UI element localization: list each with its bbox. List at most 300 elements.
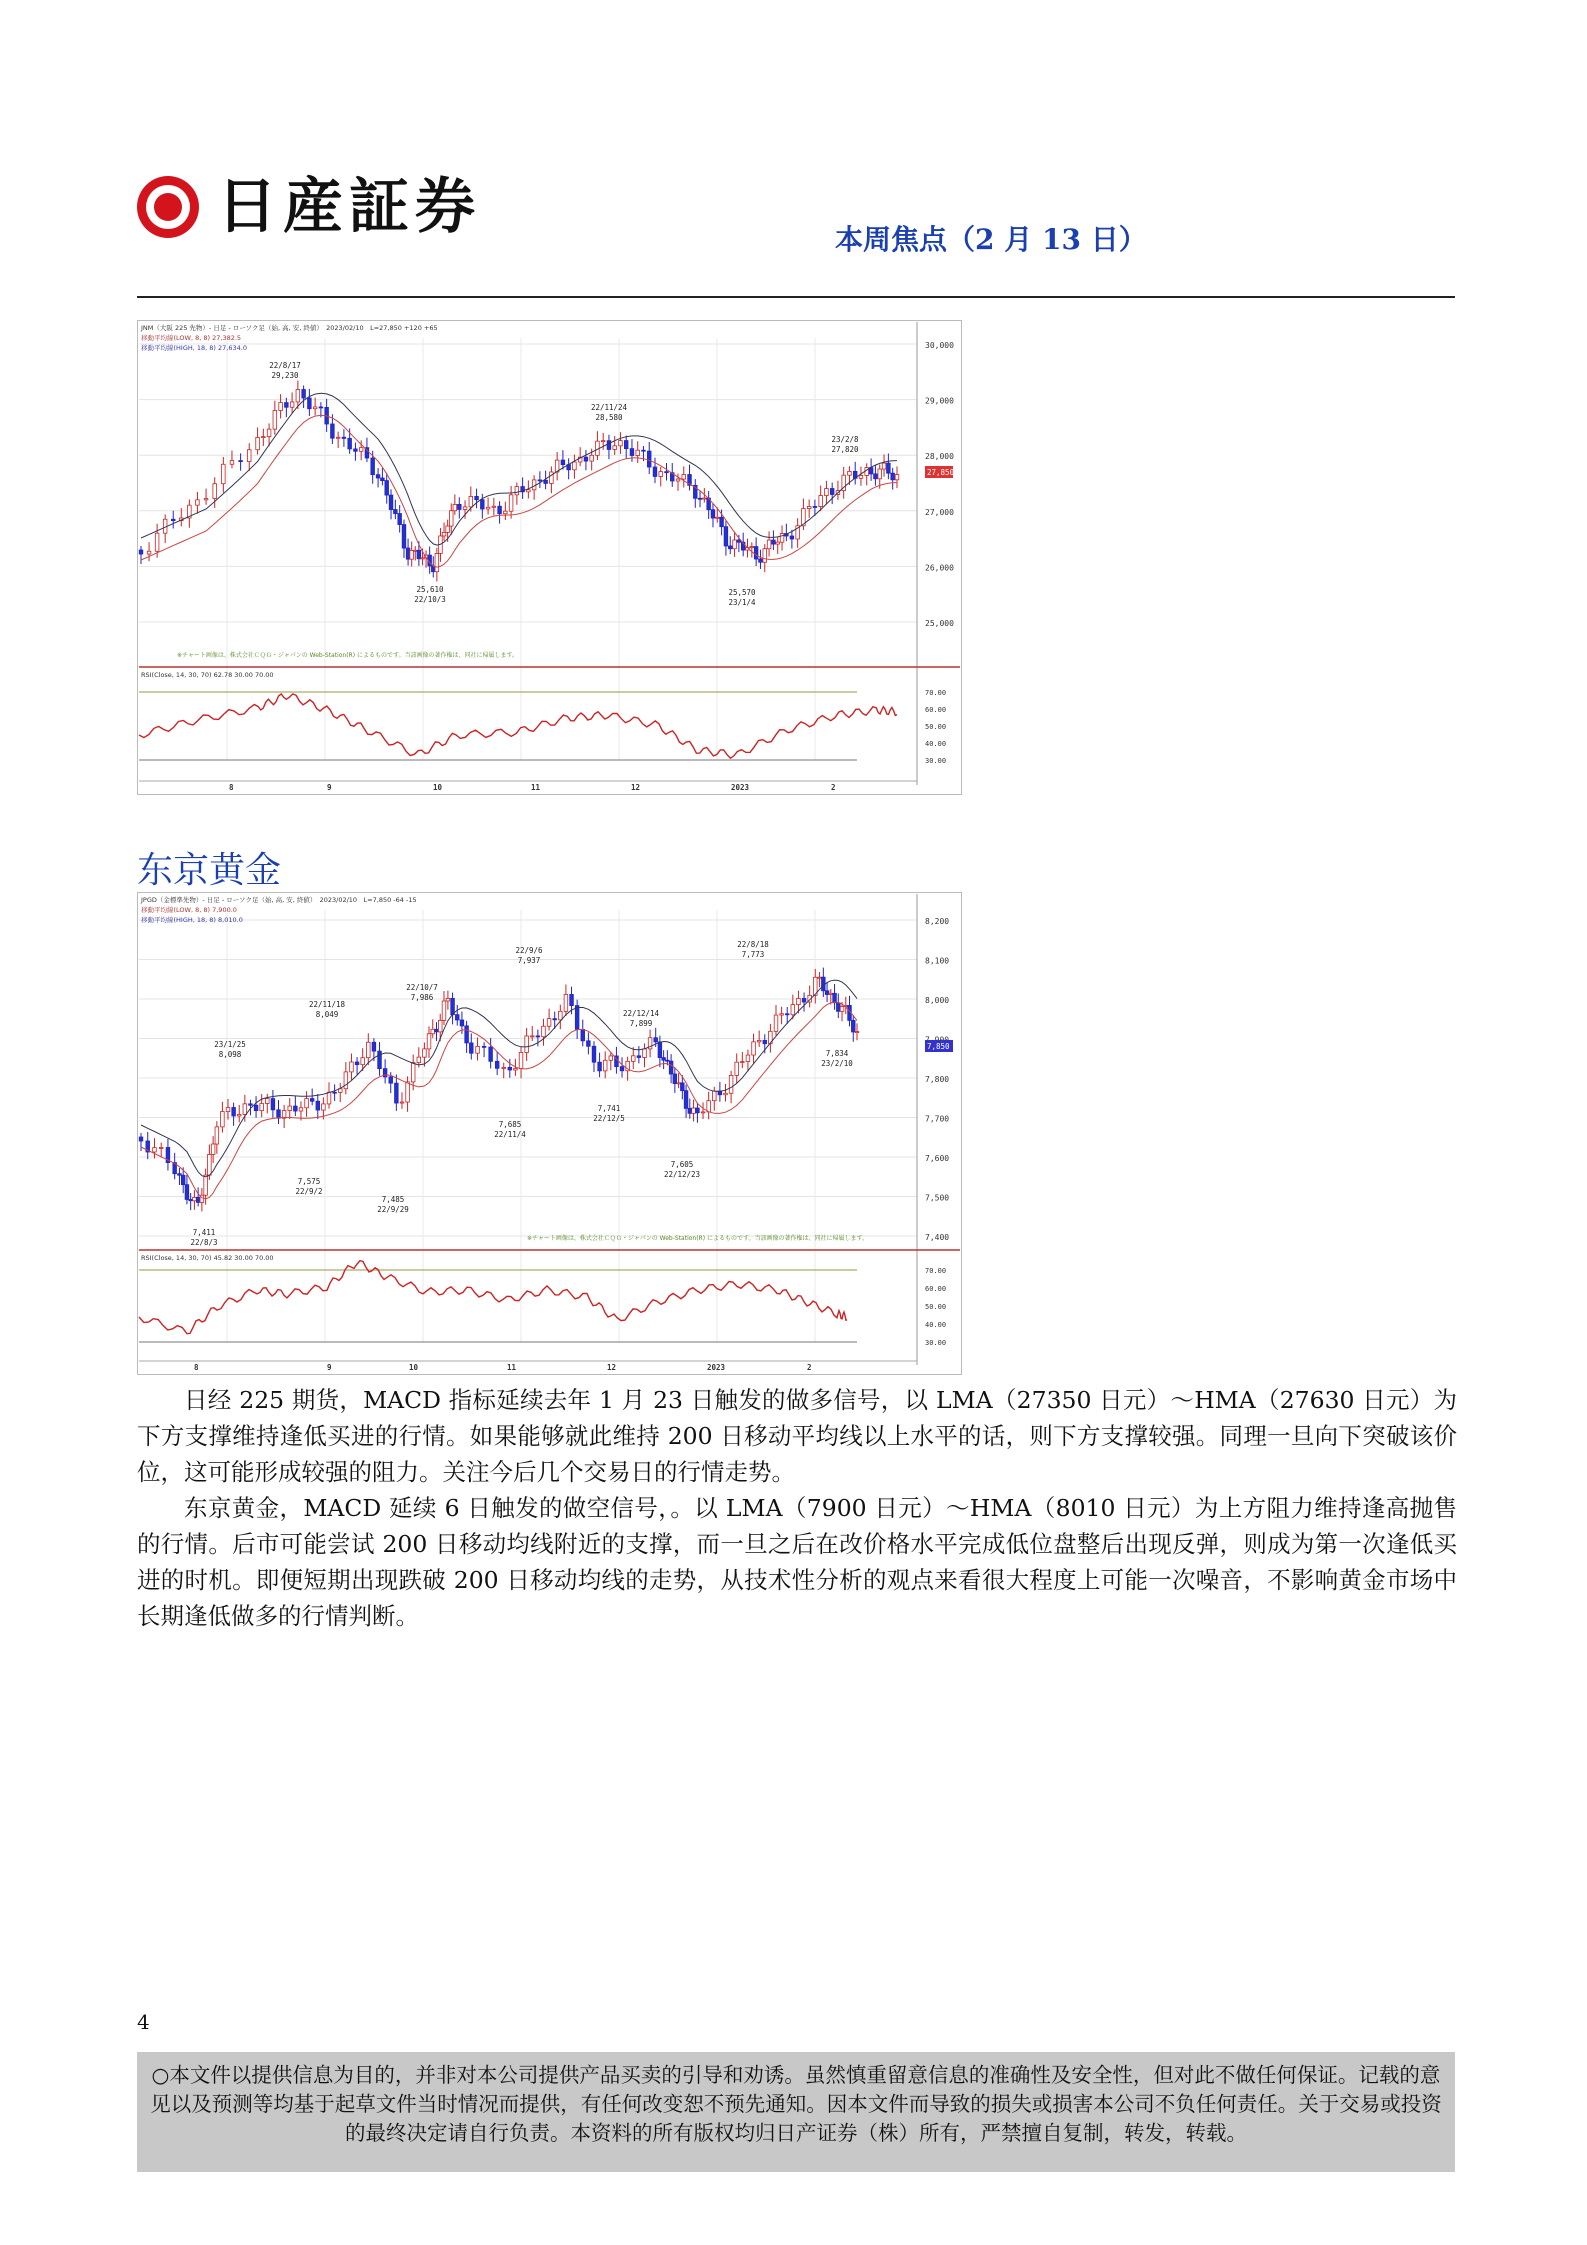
- rsi-tick-label: 50.00: [925, 1303, 947, 1311]
- candle-body: [313, 407, 317, 409]
- candle-body: [757, 1040, 761, 1041]
- candle-body: [774, 1015, 778, 1031]
- candle-body: [754, 547, 758, 559]
- price-tick-label: 28,000: [925, 452, 954, 462]
- rsi-tick-label: 70.00: [925, 689, 947, 697]
- candle-body: [413, 550, 417, 551]
- candle-body: [851, 1020, 855, 1032]
- candle-body: [378, 1051, 382, 1068]
- candle-body: [427, 1034, 431, 1049]
- candle-body: [620, 1067, 624, 1071]
- candle-body: [366, 1042, 370, 1057]
- candle-body: [887, 463, 891, 473]
- candle-body: [492, 506, 496, 507]
- price-tick-label: 7,400: [925, 1233, 950, 1242]
- candle-body: [759, 559, 763, 562]
- candle-body: [891, 473, 895, 480]
- candle-body: [682, 475, 686, 480]
- price-tick-label: 8,000: [925, 996, 950, 1005]
- candle-body: [609, 1056, 613, 1060]
- month-label: 2023: [707, 1363, 726, 1372]
- candle-body: [211, 1144, 215, 1154]
- month-label: 10: [433, 783, 443, 792]
- candle-body: [818, 977, 822, 978]
- candle-body: [544, 480, 548, 483]
- candle-body: [204, 1175, 208, 1195]
- candle-body: [547, 1019, 551, 1027]
- candle-body: [654, 1038, 658, 1042]
- candle-body: [728, 546, 732, 549]
- candle-body: [322, 1104, 326, 1110]
- candle-body: [698, 498, 702, 499]
- candle-body: [376, 475, 380, 478]
- candle-body: [465, 1026, 469, 1043]
- page-number: 4: [137, 2010, 150, 2034]
- candle-body: [417, 550, 421, 558]
- candle-body: [178, 1174, 182, 1176]
- annotation-date: 22/10/7: [406, 983, 438, 992]
- gold-chart: [137, 892, 962, 1375]
- candle-body: [643, 1049, 647, 1058]
- annotation-value: 7,773: [741, 950, 765, 959]
- candle-body: [271, 1099, 275, 1110]
- candle-body: [147, 551, 151, 554]
- candle-body: [692, 1108, 696, 1113]
- candle-body: [688, 1108, 692, 1113]
- price-tick-label: 7,700: [925, 1114, 950, 1124]
- annotation-date: 22/12/5: [593, 1114, 625, 1123]
- candle-body: [308, 398, 312, 409]
- candle-body: [395, 1083, 399, 1103]
- gold-candlestick-chart: [137, 892, 962, 1375]
- candle-body: [294, 1106, 298, 1111]
- candle-body: [463, 507, 467, 510]
- candle-body: [193, 1197, 197, 1200]
- candle-body: [780, 1014, 784, 1015]
- candle-body: [662, 1058, 666, 1061]
- candle-body: [486, 507, 490, 509]
- candle-body: [772, 540, 776, 544]
- candle-body: [431, 1029, 435, 1033]
- rsi-tick-label: 50.00: [925, 723, 947, 731]
- price-tick-label: 8,100: [925, 956, 950, 966]
- candle-body: [607, 441, 611, 450]
- candle-body: [442, 1001, 446, 1020]
- candle-body: [348, 438, 352, 449]
- annotation-value: 8,049: [315, 1010, 339, 1019]
- candle-body: [333, 1092, 337, 1093]
- candle-body: [411, 1063, 415, 1082]
- candle-body: [455, 1015, 459, 1020]
- candle-body: [729, 1075, 733, 1093]
- annotation-date: 22/8/3: [190, 1238, 218, 1247]
- chart-legend-line: 移動平均線(HIGH, 18, 8) 8,010.0: [141, 916, 243, 924]
- annotation-date: 22/12/14: [622, 1009, 660, 1018]
- candle-body: [153, 1148, 157, 1152]
- candle-body: [398, 514, 402, 525]
- candle-body: [451, 998, 455, 1014]
- chart-legend-line: 移動平均線(LOW, 8, 8) 7,900.0: [141, 906, 237, 914]
- candle-body: [878, 469, 882, 479]
- candle-body: [587, 1041, 591, 1046]
- candle-body: [394, 510, 398, 514]
- annotation-value: 25,610: [416, 585, 444, 594]
- candle-body: [498, 506, 502, 513]
- annotation-value: 7,411: [192, 1228, 216, 1237]
- candle-body: [677, 1083, 681, 1084]
- candle-body: [423, 1049, 427, 1057]
- candle-body: [592, 1046, 596, 1062]
- candle-body: [653, 467, 657, 476]
- candle-body: [389, 495, 393, 509]
- annotation-date: 22/9/6: [515, 946, 543, 955]
- candle-body: [542, 1026, 546, 1037]
- candle-body: [481, 500, 485, 509]
- candle-body: [750, 547, 754, 548]
- month-label: 10: [409, 1363, 419, 1372]
- candle-body: [226, 1108, 230, 1112]
- candle-body: [720, 517, 724, 526]
- candle-body: [581, 1029, 585, 1040]
- candle-body: [475, 496, 479, 499]
- candle-body: [642, 450, 646, 451]
- candle-body: [406, 1082, 410, 1102]
- candle-body: [310, 1099, 314, 1102]
- candle-body: [874, 474, 878, 479]
- price-tick-label: 7,500: [925, 1193, 950, 1203]
- candle-body: [776, 542, 780, 544]
- annotation-value: 7,605: [670, 1160, 694, 1169]
- candle-body: [630, 449, 634, 456]
- candle-body: [285, 403, 289, 408]
- company-logo: [137, 172, 481, 242]
- annotation-date: 22/10/3: [414, 595, 446, 604]
- candle-body: [701, 1112, 705, 1113]
- candle-body: [316, 1101, 320, 1110]
- candle-body: [658, 1042, 662, 1058]
- month-label: 8: [194, 1363, 199, 1372]
- candle-body: [189, 1199, 193, 1200]
- annotation-date: 22/8/17: [269, 361, 301, 370]
- candle-body: [469, 496, 473, 506]
- annotation-date: 22/12/23: [663, 1170, 701, 1179]
- candle-body: [359, 448, 363, 452]
- annotation-date: 23/1/25: [214, 1040, 246, 1049]
- candle-body: [855, 1032, 859, 1033]
- candle-body: [279, 403, 283, 411]
- candle-body: [476, 1046, 480, 1053]
- candle-body: [735, 1062, 739, 1075]
- candle-body: [185, 1185, 189, 1200]
- candle-body: [237, 1114, 241, 1115]
- candle-body: [508, 1067, 512, 1070]
- price-tick-label: 26,000: [925, 563, 954, 573]
- candle-body: [469, 1043, 473, 1053]
- candle-body: [277, 1110, 281, 1118]
- candle-body: [446, 998, 450, 1001]
- candle-body: [840, 1006, 844, 1011]
- candle-body: [669, 1061, 673, 1074]
- candle-body: [221, 1112, 225, 1127]
- candle-body: [495, 1061, 499, 1068]
- candle-body: [232, 1108, 236, 1116]
- month-label: 9: [327, 1363, 332, 1372]
- candle-body: [707, 1101, 711, 1112]
- candle-body: [482, 1046, 486, 1047]
- candle-body: [196, 1197, 200, 1202]
- candle-body: [208, 1154, 212, 1175]
- candle-body: [733, 540, 737, 549]
- candle-body: [724, 1093, 728, 1094]
- annotation-date: 22/11/18: [308, 1000, 346, 1009]
- annotation-value: 7,986: [410, 993, 434, 1002]
- candle-body: [361, 1058, 365, 1065]
- month-label: 8: [229, 783, 234, 792]
- candle-body: [807, 506, 811, 508]
- candle-body: [790, 536, 794, 539]
- candle-body: [830, 489, 834, 495]
- candle-body: [712, 1091, 716, 1101]
- candle-body: [336, 437, 340, 438]
- candle-body: [752, 1042, 756, 1055]
- candle-body: [791, 1005, 795, 1015]
- chart-legend-line: 移動平均線(HIGH, 18, 8) 27,634.0: [141, 344, 247, 352]
- candle-body: [204, 499, 208, 500]
- copyright-notice: ※チャート画像は、株式会社ＣＱＧ・ジャパンの Web-Station(R) によるものです。当該画像の著作権は、同社に帰属します。: [177, 652, 519, 659]
- candle-body: [319, 407, 323, 408]
- candle-body: [435, 1029, 439, 1032]
- paragraph-gold: 东京黄金，MACD 延续 6 日触发的做空信号，。以 LMA（7900 日元）～HMA（8010 日元）为上方阻力维持逢高抛售的行情。后市可能尝试 200 日移动均线附近的支撑，而一旦之后在改价格水平完成低位盘整后出现反弹，则成为第一次逢低买进的时机。即便短期出现跌破 200 日移动均线的走势，从技术性分析的观点来看很大程度上可能一次噪音，不影响黄金市场中长期逢低做多的行情判断。: [137, 1494, 1457, 1630]
- candle-body: [372, 1042, 376, 1051]
- candle-body: [410, 550, 414, 559]
- candle-body: [350, 1062, 354, 1072]
- rsi-tick-label: 60.00: [925, 706, 947, 714]
- candle-body: [763, 1040, 767, 1043]
- candle-body: [882, 463, 886, 469]
- candle-body: [421, 558, 425, 559]
- candle-body: [564, 994, 568, 1011]
- candle-body: [243, 1104, 247, 1115]
- candle-body: [763, 549, 767, 563]
- candle-body: [637, 1056, 641, 1058]
- annotation-date: 23/2/8: [831, 435, 859, 444]
- candle-body: [171, 519, 175, 520]
- candle-body: [155, 533, 159, 551]
- focus-title: 本周焦点（2 月 13 日）: [835, 223, 1147, 256]
- annotation-value: 7,834: [825, 1049, 849, 1058]
- candle-body: [813, 506, 817, 507]
- candle-body: [659, 472, 663, 477]
- month-label: 12: [607, 1363, 617, 1372]
- candle-body: [613, 446, 617, 450]
- candle-body: [573, 462, 577, 470]
- chart-legend-line: JPGD（金標準先物）- 日足 - ローソク足（始, 高, 安, 終値） 2023/02/10 L=7,850 -64 -15: [141, 896, 417, 904]
- price-tick-label: 7,600: [925, 1154, 950, 1163]
- candle-body: [400, 1102, 404, 1103]
- price-tick-label: 27,000: [925, 507, 954, 517]
- logo-circle-icon: [137, 176, 199, 238]
- annotation-value: 28,580: [595, 413, 623, 422]
- candle-body: [262, 437, 266, 438]
- price-tick-label: 29,000: [925, 396, 954, 406]
- brand-name: 日産証券: [217, 172, 481, 242]
- candle-body: [741, 1062, 745, 1063]
- candle-body: [530, 1036, 534, 1037]
- candle-body: [681, 1083, 685, 1091]
- candle-body: [519, 1052, 523, 1068]
- candle-body: [302, 390, 306, 398]
- candle-body: [550, 472, 554, 483]
- candle-body: [458, 504, 462, 509]
- candle-body: [859, 475, 863, 478]
- candle-body: [559, 1011, 563, 1019]
- header-divider: [137, 296, 1455, 298]
- last-price-label: 7,850: [927, 1042, 950, 1051]
- candle-body: [684, 1091, 688, 1109]
- price-tick-label: 30,000: [925, 341, 954, 350]
- candle-body: [196, 500, 200, 505]
- candle-body: [354, 449, 358, 451]
- candle-body: [619, 441, 623, 446]
- rsi-legend: RSI(Close, 14, 30, 70) 45.82 30.00 70.00: [141, 1254, 274, 1262]
- candle-body: [527, 490, 531, 492]
- candle-body: [647, 451, 651, 467]
- chart-legend-line: 移動平均線(LOW, 8, 8) 27,382.5: [141, 334, 242, 342]
- candle-body: [215, 1127, 219, 1144]
- month-label: 2023: [731, 783, 750, 792]
- candle-body: [256, 437, 260, 449]
- annotation-date: 22/9/29: [377, 1205, 409, 1214]
- candle-body: [703, 498, 707, 499]
- month-label: 11: [507, 1363, 517, 1372]
- annotation-value: 7,937: [517, 956, 541, 965]
- candle-body: [254, 1105, 258, 1110]
- annotation-value: 27,820: [831, 445, 859, 454]
- annotation-value: 7,899: [629, 1019, 653, 1028]
- annotation-date: 22/9/2: [295, 1187, 323, 1196]
- candle-body: [553, 1019, 557, 1020]
- candle-body: [636, 450, 640, 455]
- candle-body: [342, 437, 346, 438]
- candle-body: [453, 504, 457, 510]
- candle-body: [895, 475, 899, 480]
- section-title: 东京黄金: [137, 850, 282, 891]
- candle-body: [833, 993, 837, 1002]
- month-label: 2: [831, 783, 836, 792]
- nikkei-candlestick-chart: [137, 320, 962, 795]
- candle-body: [509, 495, 513, 511]
- candle-body: [489, 1047, 493, 1061]
- annotation-value: 29,230: [271, 371, 299, 380]
- candle-body: [267, 429, 271, 436]
- candle-body: [389, 1077, 393, 1083]
- candle-body: [836, 1003, 840, 1012]
- price-tick-label: 25,000: [925, 619, 954, 628]
- disclaimer-footer: ○本文件以提供信息为目的，并非对本公司提供产品买卖的引导和劝诱。虽然慎重留意信息的准确性及安全性，但对此不做任何保证。记载的意见以及预测等均基于起草文件当时情况而提供，有任何改变恕不预先通知。因本文件而导致的损失或损害本公司不负任何责任。关于交易或投资的最终决定请自行负责。本资料的所有版权均归日产证券（株）所有，严禁擅自复制，转发，转载。: [137, 2052, 1455, 2172]
- chart-legend-line: JNM（大阪 225 先物）- 日足 - ローソク足（始, 高, 安, 終値） 2023/02/10 L=27,850 +120 +65: [141, 324, 438, 332]
- candle-body: [825, 991, 829, 995]
- annotation-value: 7,485: [381, 1195, 405, 1204]
- candle-body: [673, 1074, 677, 1084]
- candle-body: [590, 455, 594, 461]
- candle-body: [139, 550, 143, 554]
- candle-body: [785, 1014, 789, 1015]
- nikkei-chart: [137, 320, 962, 795]
- candle-body: [525, 1036, 529, 1053]
- month-label: 2: [807, 1363, 812, 1372]
- annotation-date: 23/1/4: [728, 598, 756, 607]
- annotation-value: 7,575: [297, 1177, 321, 1186]
- candle-body: [825, 489, 829, 496]
- rsi-tick-label: 30.00: [925, 757, 947, 765]
- candle-body: [213, 484, 217, 499]
- candle-body: [570, 994, 574, 1005]
- month-label: 9: [327, 783, 332, 792]
- candle-body: [538, 480, 542, 481]
- candle-body: [584, 457, 588, 461]
- candle-body: [442, 532, 446, 536]
- candle-body: [460, 1020, 464, 1026]
- candle-body: [536, 1036, 540, 1037]
- candle-body: [514, 1069, 518, 1070]
- rsi-tick-label: 40.00: [925, 1321, 947, 1329]
- candle-body: [601, 441, 605, 442]
- annotation-value: 8,098: [218, 1050, 242, 1059]
- candle-body: [406, 548, 410, 559]
- rsi-legend: RSI(Close, 14, 30, 70) 62.78 30.00 70.00: [141, 671, 274, 679]
- candle-body: [502, 1067, 506, 1068]
- candle-body: [631, 1056, 635, 1062]
- annotation-value: 7,685: [498, 1120, 522, 1129]
- candle-body: [305, 1099, 309, 1108]
- annotation-date: 23/2/10: [821, 1059, 853, 1068]
- candle-body: [331, 424, 335, 438]
- annotation-value: 25,570: [728, 588, 756, 597]
- candle-body: [371, 458, 375, 475]
- candle-body: [265, 1099, 269, 1104]
- candle-body: [746, 1055, 750, 1062]
- candle-body: [355, 1062, 359, 1065]
- candle-body: [181, 1175, 185, 1184]
- candle-body: [797, 998, 801, 1004]
- candle-body: [724, 527, 728, 546]
- month-label: 11: [531, 783, 541, 792]
- candle-body: [598, 1062, 602, 1071]
- rsi-tick-label: 70.00: [925, 1267, 947, 1275]
- candle-body: [249, 1104, 253, 1105]
- candle-body: [260, 1103, 264, 1110]
- candle-body: [676, 479, 680, 481]
- chart-frame: [138, 893, 962, 1375]
- candle-body: [829, 993, 833, 994]
- candle-body: [290, 402, 294, 407]
- candle-body: [435, 553, 439, 571]
- candle-body: [575, 1006, 579, 1030]
- candle-body: [504, 511, 508, 513]
- price-tick-label: 7,800: [925, 1075, 950, 1084]
- candle-body: [438, 1020, 442, 1031]
- candle-body: [247, 450, 251, 462]
- copyright-notice: ※チャート画像は、株式会社ＣＱＧ・ジャパンの Web-Station(R) によるものです。当該画像の著作権は、同社に帰属します。: [527, 1235, 869, 1242]
- candle-body: [296, 390, 300, 402]
- candle-body: [802, 998, 806, 1002]
- candle-body: [666, 1060, 670, 1061]
- candle-body: [402, 525, 406, 549]
- candle-body: [561, 460, 565, 465]
- candle-body: [230, 461, 234, 465]
- candle-body: [273, 411, 277, 430]
- candle-body: [327, 1092, 331, 1104]
